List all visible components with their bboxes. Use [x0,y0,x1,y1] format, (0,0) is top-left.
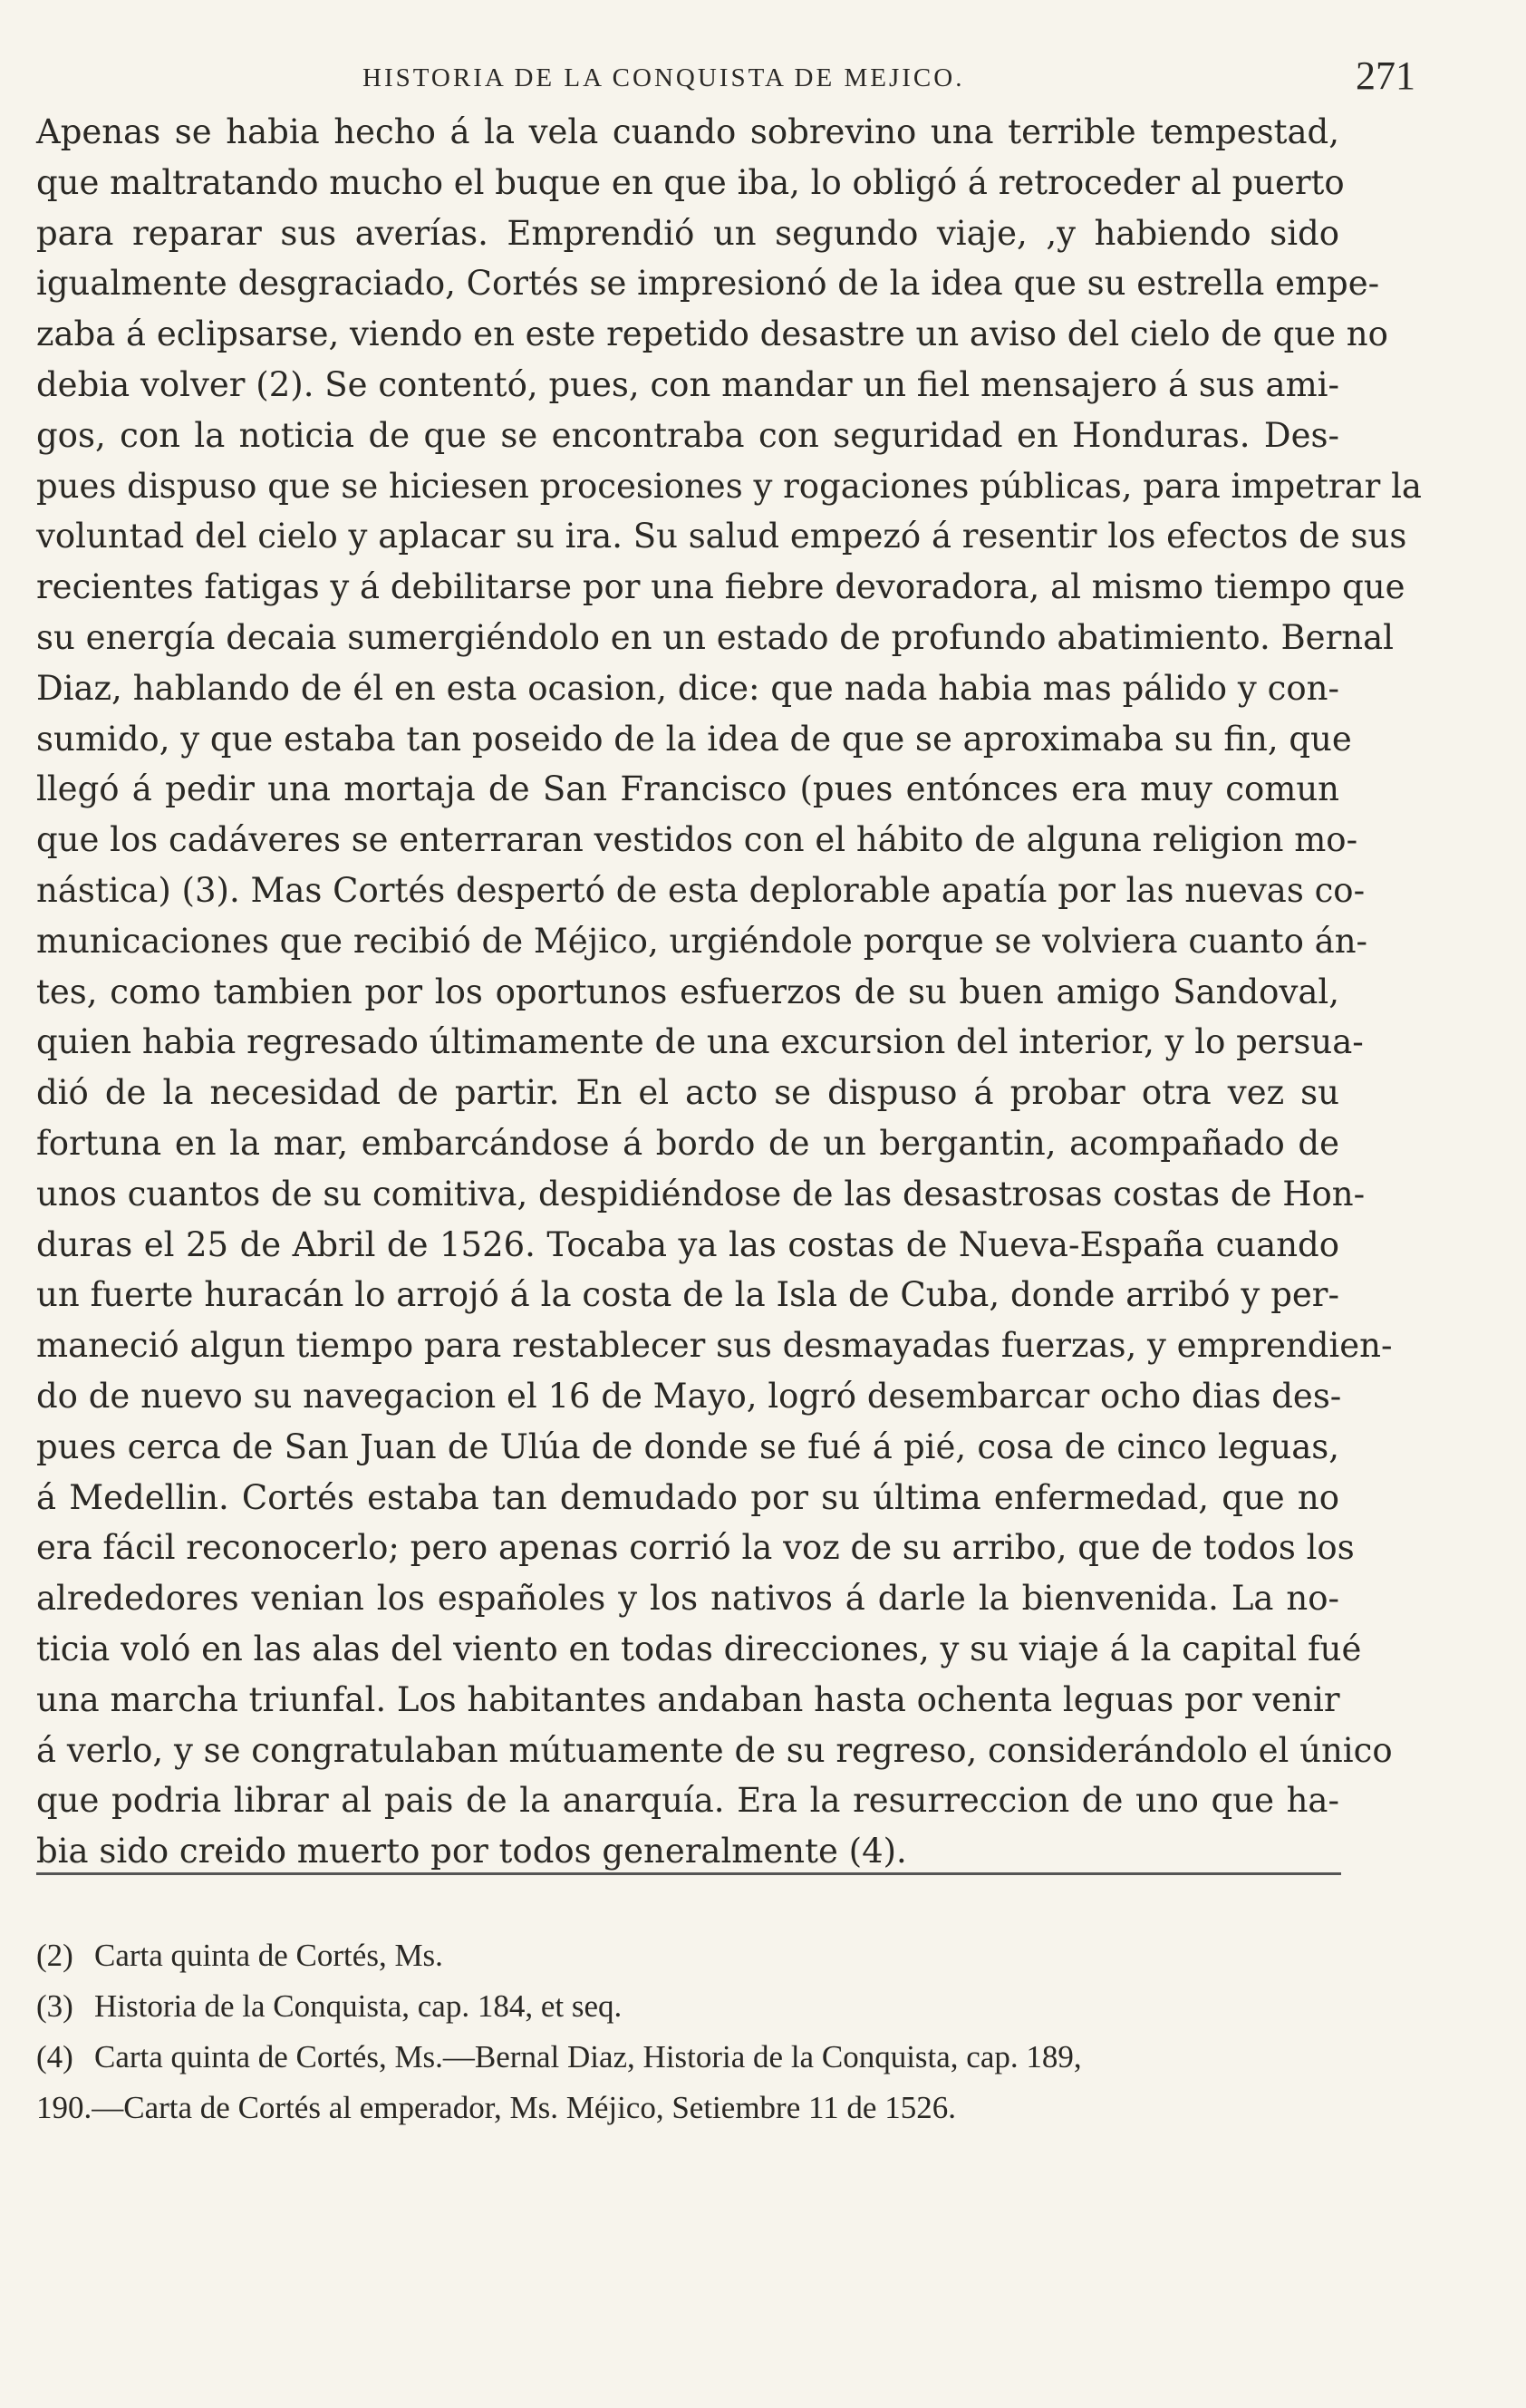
text-line: un fuerte huracán lo arrojó á la costa de la Isla de Cuba, donde arribó y per- [36,1275,1339,1315]
text-line: igualmente desgraciado, Cortés se impresionó de la idea que su estrella empe- [36,264,1380,304]
text-line: una marcha triunfal. Los habitantes andaban hasta ochenta leguas por venir [36,1679,1340,1719]
footnote [36,1930,1339,1981]
page-number: 271 [1356,53,1415,98]
text-line: que los cadáveres se enterraran vestidos con el hábito de alguna religion mo- [36,820,1358,860]
text-line: pues cerca de San Juan de Ulúa de donde se fué á pié, cosa de cinco leguas, [36,1426,1339,1466]
text-line: Diaz, hablando de él en esta ocasion, dice: que nada habia mas pálido y con- [36,668,1339,708]
text-line: bia sido creido muerto por todos generalmente (4). [36,1832,907,1871]
footnote-text: 190.—Carta de Cortés al emperador, Ms. Méjico, Setiembre 11 de 1526. [36,2090,956,2125]
text-line: recientes fatigas y á debilitarse por una fiebre devoradora, al mismo tiempo que [36,567,1405,607]
text-line: unos cuantos de su comitiva, despidiéndose de las desastrosas costas de Hon- [36,1174,1366,1214]
footnote [36,2032,1339,2083]
footnote-text: Carta quinta de Cortés, Ms. [94,1938,443,1973]
running-head: HISTORIA DE LA CONQUISTA DE MEJICO. [362,63,965,92]
footnote-text: Historia de la Conquista, cap. 184, et seq. [94,1988,623,2024]
text-line: sumido, y que estaba tan poseido de la idea de que se aproximaba su fin, que [36,719,1352,759]
footnote-number: (3) [36,1988,73,2024]
text-line: á verlo, y se congratulaban mútuamente de su regreso, considerándolo el único [36,1730,1393,1770]
text-line: do de nuevo su navegacion el 16 de Mayo, logró desembarcar ocho dias des- [36,1376,1342,1416]
text-line: dió de la necesidad de partir. En el acto se dispuso á probar otra vez su [36,1073,1339,1113]
body-paragraph [36,107,1422,1877]
text-line: voluntad del cielo y aplacar su ira. Su salud empezó á resentir los efectos de sus [36,517,1407,556]
text-line: ticia voló en las alas del viento en todas direcciones, y su viaje á la capital fué [36,1629,1362,1668]
text-line: Apenas se habia hecho á la vela cuando sobrevino una terrible tempestad, [36,112,1339,151]
text-line: duras el 25 de Abril de 1526. Tocaba ya las costas de Nueva-España cuando [36,1224,1339,1264]
text-line: su energía decaia sumergiéndolo en un estado de profundo abatimiento. Bernal [36,617,1394,657]
footnote-divider [36,1872,1341,1875]
text-line: municaciones que recibió de Méjico, urgiéndole porque se volviera cuanto án- [36,921,1368,961]
text-line: nástica) (3). Mas Cortés despertó de esta deplorable apatía por las nuevas co- [36,870,1366,910]
text-line: alrededores venian los españoles y los nativos á darle la bienvenida. La no- [36,1579,1339,1619]
footnote-number: (2) [36,1938,73,1973]
text-line: quien habia regresado últimamente de una excursion del interior, y lo persua- [36,1022,1364,1062]
text-line: que maltratando mucho el buque en que iba, lo obligó á retroceder al puerto [36,162,1345,202]
text-line: era fácil reconocerlo; pero apenas corrió la voz de su arribo, que de todos los [36,1528,1355,1568]
text-line: maneció algun tiempo para restablecer sus desmayadas fuerzas, y emprendien- [36,1326,1393,1366]
text-line: á Medellin. Cortés estaba tan demudado por su última enfermedad, que no [36,1477,1339,1517]
footnotes [36,1930,1339,2133]
footnote-number: (4) [36,2039,73,2074]
footnote [36,1981,1339,2032]
text-line: llegó á pedir una mortaja de San Francisco (pues entónces era muy comun [36,769,1339,809]
text-line: que podria librar al pais de la anarquía. Era la resurreccion de uno que ha- [36,1781,1339,1821]
text-line: fortuna en la mar, embarcándose á bordo de un bergantin, acompañado de [36,1123,1339,1163]
footnote-text: Carta quinta de Cortés, Ms.—Bernal Diaz, Historia de la Conquista, cap. 189, [94,2039,1082,2074]
text-line: gos, con la noticia de que se encontraba con seguridad en Honduras. Des- [36,415,1339,455]
text-line: tes, como tambien por los oportunos esfuerzos de su buen amigo Sandoval, [36,972,1339,1011]
page-header [362,53,1423,107]
footnote-continuation [36,2083,1339,2133]
text-line: debia volver (2). Se contentó, pues, con mandar un fiel mensajero á sus ami- [36,364,1339,404]
text-line: para reparar sus averías. Emprendió un segundo viaje, ,y habiendo sido [36,213,1339,253]
text-line: pues dispuso que se hiciesen procesiones y rogaciones públicas, para impetrar la [36,466,1422,506]
text-line: zaba á eclipsarse, viendo en este repetido desastre un aviso del cielo de que no [36,314,1388,354]
